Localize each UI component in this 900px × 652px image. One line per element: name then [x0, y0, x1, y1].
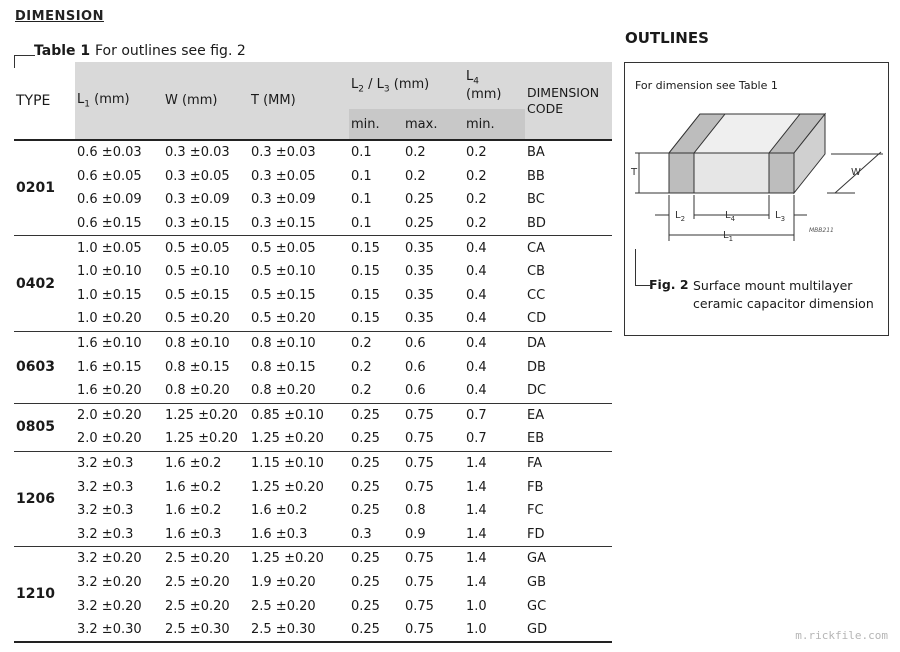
table-row	[14, 523, 612, 547]
cell-l2l3-min: 0.1	[351, 192, 372, 208]
cell-l2l3-min: 0.25	[351, 598, 380, 614]
cell-w: 2.5 ±0.20	[165, 574, 230, 590]
cell-w: 0.5 ±0.05	[165, 240, 230, 256]
cell-w: 0.3 ±0.15	[165, 216, 230, 232]
cell-l2l3-min: 0.2	[351, 359, 372, 375]
cell-l2l3-max: 0.75	[405, 431, 434, 447]
cell-l2l3-max: 0.75	[405, 456, 434, 472]
figure-label: Fig. 2	[649, 277, 689, 292]
cell-t: 0.3 ±0.03	[251, 145, 316, 161]
cell-l2l3-max: 0.75	[405, 407, 434, 423]
cell-l4-min: 1.4	[466, 456, 487, 472]
cell-w: 0.8 ±0.10	[165, 336, 230, 352]
type-cell: 1210	[16, 586, 55, 603]
header-w: W (mm)	[163, 62, 249, 140]
type-cell: 0805	[16, 419, 55, 436]
header-max: max.	[403, 109, 464, 140]
cell-l1: 3.2 ±0.3	[77, 503, 134, 519]
cell-t: 0.8 ±0.20	[251, 383, 316, 399]
table-row	[14, 427, 612, 451]
cell-l2l3-min: 0.15	[351, 287, 380, 303]
cell-l2l3-min: 0.3	[351, 526, 372, 542]
cell-l2l3-min: 0.25	[351, 551, 380, 567]
label-l1: $L_1$	[723, 230, 734, 243]
cell-l1: 1.6 ±0.20	[77, 383, 142, 399]
table-caption-text: For outlines see fig. 2	[95, 43, 246, 59]
cell-l2l3-max: 0.8	[405, 503, 426, 519]
table-row	[14, 165, 612, 189]
cell-l2l3-min: 0.25	[351, 622, 380, 638]
cell-l2l3-max: 0.6	[405, 383, 426, 399]
cell-l2l3-max: 0.35	[405, 240, 434, 256]
cell-l2l3-min: 0.25	[351, 456, 380, 472]
cell-l2l3-min: 0.25	[351, 503, 380, 519]
figure-caption-text: Surface mount multilayer ceramic capacitor dimension	[693, 278, 874, 311]
figure-box	[624, 62, 889, 336]
cell-w: 1.6 ±0.2	[165, 456, 222, 472]
figure-note: For dimension see Table 1	[635, 79, 778, 92]
cell-l4-min: 1.4	[466, 574, 487, 590]
cell-l4-min: 1.4	[466, 479, 487, 495]
cell-t: 1.25 ±0.20	[251, 551, 324, 567]
cell-w: 2.5 ±0.20	[165, 598, 230, 614]
cell-l2l3-max: 0.35	[405, 287, 434, 303]
cell-l2l3-max: 0.75	[405, 574, 434, 590]
cell-w: 0.8 ±0.15	[165, 359, 230, 375]
cell-code: FC	[527, 503, 544, 519]
caption-bracket	[635, 249, 650, 286]
cell-code: BC	[527, 192, 545, 208]
header-dimension-code: DIMENSION CODE	[525, 62, 612, 140]
cell-l2l3-min: 0.25	[351, 574, 380, 590]
cell-t: 0.5 ±0.10	[251, 264, 316, 280]
type-group	[14, 547, 612, 643]
cell-l4-min: 1.4	[466, 526, 487, 542]
table-row	[14, 331, 612, 355]
cell-l2l3-max: 0.9	[405, 526, 426, 542]
cell-w: 0.3 ±0.09	[165, 192, 230, 208]
cell-code: BB	[527, 168, 545, 184]
cell-l1: 1.0 ±0.10	[77, 264, 142, 280]
cell-l4-min: 1.4	[466, 551, 487, 567]
cell-l1: 3.2 ±0.20	[77, 598, 142, 614]
cell-l4-min: 0.4	[466, 359, 487, 375]
cell-l2l3-min: 0.15	[351, 240, 380, 256]
watermark: m.rickfile.com	[795, 629, 888, 642]
cell-l2l3-min: 0.25	[351, 479, 380, 495]
cell-l1: 2.0 ±0.20	[77, 431, 142, 447]
cell-l4-min: 0.4	[466, 311, 487, 327]
cell-l1: 0.6 ±0.09	[77, 192, 142, 208]
table-row	[14, 618, 612, 643]
cell-code: DB	[527, 359, 546, 375]
cell-l1: 3.2 ±0.20	[77, 574, 142, 590]
cell-code: GB	[527, 574, 546, 590]
label-l4: $L_4$	[725, 210, 736, 223]
cell-w: 0.5 ±0.10	[165, 264, 230, 280]
cell-w: 1.6 ±0.2	[165, 503, 222, 519]
cell-l2l3-max: 0.75	[405, 479, 434, 495]
cell-code: BA	[527, 145, 545, 161]
cell-w: 2.5 ±0.20	[165, 551, 230, 567]
cell-code: CB	[527, 264, 545, 280]
cell-l2l3-min: 0.15	[351, 311, 380, 327]
type-cell: 1206	[16, 490, 55, 507]
cell-t: 0.5 ±0.15	[251, 287, 316, 303]
type-group	[14, 331, 612, 403]
table-row	[14, 355, 612, 379]
cell-l4-min: 0.4	[466, 383, 487, 399]
cell-l4-min: 0.7	[466, 431, 487, 447]
cell-l4-min: 0.7	[466, 407, 487, 423]
cell-t: 1.6 ±0.2	[251, 503, 308, 519]
cell-l2l3-max: 0.75	[405, 551, 434, 567]
table-row	[14, 188, 612, 212]
cell-t: 2.5 ±0.30	[251, 622, 316, 638]
cell-w: 0.8 ±0.20	[165, 383, 230, 399]
cell-l1: 2.0 ±0.20	[77, 407, 142, 423]
cell-w: 1.25 ±0.20	[165, 431, 238, 447]
cell-code: EB	[527, 431, 545, 447]
table-row	[14, 140, 612, 165]
section-heading: DIMENSION	[15, 9, 104, 24]
cell-l2l3-min: 0.15	[351, 264, 380, 280]
header-l2-l3: $L_2 / L_3$ (mm)	[349, 62, 464, 109]
cell-l2l3-min: 0.2	[351, 336, 372, 352]
cell-w: 1.6 ±0.3	[165, 526, 222, 542]
table-row	[14, 451, 612, 475]
cell-l4-min: 1.0	[466, 622, 487, 638]
figure-caption	[635, 249, 885, 319]
cell-w: 0.3 ±0.03	[165, 145, 230, 161]
cell-l1: 3.2 ±0.3	[77, 479, 134, 495]
type-group	[14, 451, 612, 546]
cell-w: 2.5 ±0.30	[165, 622, 230, 638]
cell-l1: 0.6 ±0.03	[77, 145, 142, 161]
table-label: Table 1	[34, 43, 91, 59]
cell-l2l3-max: 0.2	[405, 168, 426, 184]
cell-l2l3-min: 0.2	[351, 383, 372, 399]
cell-w: 1.6 ±0.2	[165, 479, 222, 495]
type-group	[14, 140, 612, 236]
cell-l4-min: 0.4	[466, 336, 487, 352]
type-cell: 0402	[16, 275, 55, 292]
cell-t: 0.5 ±0.20	[251, 311, 316, 327]
cell-l2l3-max: 0.6	[405, 359, 426, 375]
cell-w: 0.5 ±0.15	[165, 287, 230, 303]
cell-t: 1.9 ±0.20	[251, 574, 316, 590]
header-l1: $L_1$ (mm)	[75, 62, 163, 140]
cell-l1: 1.0 ±0.20	[77, 311, 142, 327]
cell-code: EA	[527, 407, 545, 423]
cell-l2l3-max: 0.35	[405, 264, 434, 280]
cell-l1: 3.2 ±0.30	[77, 622, 142, 638]
table-row	[14, 379, 612, 403]
cell-t: 1.15 ±0.10	[251, 456, 324, 472]
dimension-table	[14, 62, 612, 643]
cell-t: 1.6 ±0.3	[251, 526, 308, 542]
cell-l4-min: 0.2	[466, 192, 487, 208]
drawing-ref: MBB211	[809, 227, 834, 234]
cell-l1: 3.2 ±0.20	[77, 551, 142, 567]
cell-l1: 1.6 ±0.15	[77, 359, 142, 375]
outlines-title: OUTLINES	[625, 29, 709, 47]
table-row	[14, 571, 612, 595]
cell-w: 0.3 ±0.05	[165, 168, 230, 184]
cell-t: 1.25 ±0.20	[251, 431, 324, 447]
cell-t: 0.5 ±0.05	[251, 240, 316, 256]
cell-code: DC	[527, 383, 547, 399]
type-group	[14, 236, 612, 331]
cell-t: 0.8 ±0.15	[251, 359, 316, 375]
cell-t: 0.3 ±0.05	[251, 168, 316, 184]
cell-l4-min: 1.4	[466, 503, 487, 519]
table-row	[14, 403, 612, 427]
cell-l1: 1.0 ±0.15	[77, 287, 142, 303]
header-min: min.	[349, 109, 403, 140]
type-cell: 0201	[16, 180, 55, 197]
cell-t: 0.3 ±0.15	[251, 216, 316, 232]
cell-l4-min: 0.4	[466, 287, 487, 303]
label-l3: $L_3$	[775, 210, 786, 223]
cell-l2l3-max: 0.25	[405, 216, 434, 232]
cell-l2l3-min: 0.25	[351, 407, 380, 423]
cell-l4-min: 0.4	[466, 240, 487, 256]
cell-code: GD	[527, 622, 548, 638]
table-row	[14, 499, 612, 523]
cell-t: 0.8 ±0.10	[251, 336, 316, 352]
cell-l2l3-max: 0.6	[405, 336, 426, 352]
cell-l2l3-min: 0.1	[351, 145, 372, 161]
cell-l4-min: 0.2	[466, 216, 487, 232]
type-group	[14, 403, 612, 451]
cell-code: DA	[527, 336, 546, 352]
cell-l2l3-min: 0.1	[351, 168, 372, 184]
table-row	[14, 594, 612, 618]
cell-w: 1.25 ±0.20	[165, 407, 238, 423]
table-row	[14, 236, 612, 260]
cell-l2l3-min: 0.1	[351, 216, 372, 232]
cell-t: 0.85 ±0.10	[251, 407, 324, 423]
table-row	[14, 547, 612, 571]
cell-code: FD	[527, 526, 545, 542]
label-w: W	[851, 167, 861, 178]
cell-l2l3-max: 0.25	[405, 192, 434, 208]
table-row	[14, 260, 612, 284]
cell-l1: 1.6 ±0.10	[77, 336, 142, 352]
table-row	[14, 307, 612, 331]
cell-l2l3-max: 0.2	[405, 145, 426, 161]
label-t: T	[631, 167, 638, 178]
cell-code: GA	[527, 551, 546, 567]
header-l4: $L_4$ (mm)	[464, 62, 525, 109]
header-type: TYPE	[16, 92, 51, 109]
header-min-l4: min.	[464, 109, 525, 140]
cell-l2l3-min: 0.25	[351, 431, 380, 447]
cell-l4-min: 1.0	[466, 598, 487, 614]
type-cell: 0603	[16, 359, 55, 376]
left-terminal-front	[669, 153, 694, 193]
cell-l1: 0.6 ±0.05	[77, 168, 142, 184]
cell-l1: 3.2 ±0.3	[77, 526, 134, 542]
table-row	[14, 475, 612, 499]
cell-code: CA	[527, 240, 545, 256]
cell-w: 0.5 ±0.20	[165, 311, 230, 327]
cell-t: 0.3 ±0.09	[251, 192, 316, 208]
cell-l4-min: 0.2	[466, 168, 487, 184]
cell-t: 1.25 ±0.20	[251, 479, 324, 495]
cell-l1: 3.2 ±0.3	[77, 456, 134, 472]
cell-code: BD	[527, 216, 546, 232]
cell-l2l3-max: 0.75	[405, 598, 434, 614]
right-terminal-front	[769, 153, 794, 193]
cell-code: GC	[527, 598, 547, 614]
cell-code: CC	[527, 287, 546, 303]
cell-l1: 1.0 ±0.05	[77, 240, 142, 256]
table-row	[14, 284, 612, 308]
cell-code: FB	[527, 479, 544, 495]
cell-l4-min: 0.2	[466, 145, 487, 161]
table-row	[14, 212, 612, 236]
cell-l2l3-max: 0.35	[405, 311, 434, 327]
label-l2: $L_2$	[675, 210, 686, 223]
header-t: T (MM)	[249, 62, 349, 140]
capacitor-drawing	[625, 93, 888, 253]
cell-l2l3-max: 0.75	[405, 622, 434, 638]
cell-l1: 0.6 ±0.15	[77, 216, 142, 232]
cell-code: CD	[527, 311, 547, 327]
cell-code: FA	[527, 456, 543, 472]
cell-l4-min: 0.4	[466, 264, 487, 280]
cell-t: 2.5 ±0.20	[251, 598, 316, 614]
